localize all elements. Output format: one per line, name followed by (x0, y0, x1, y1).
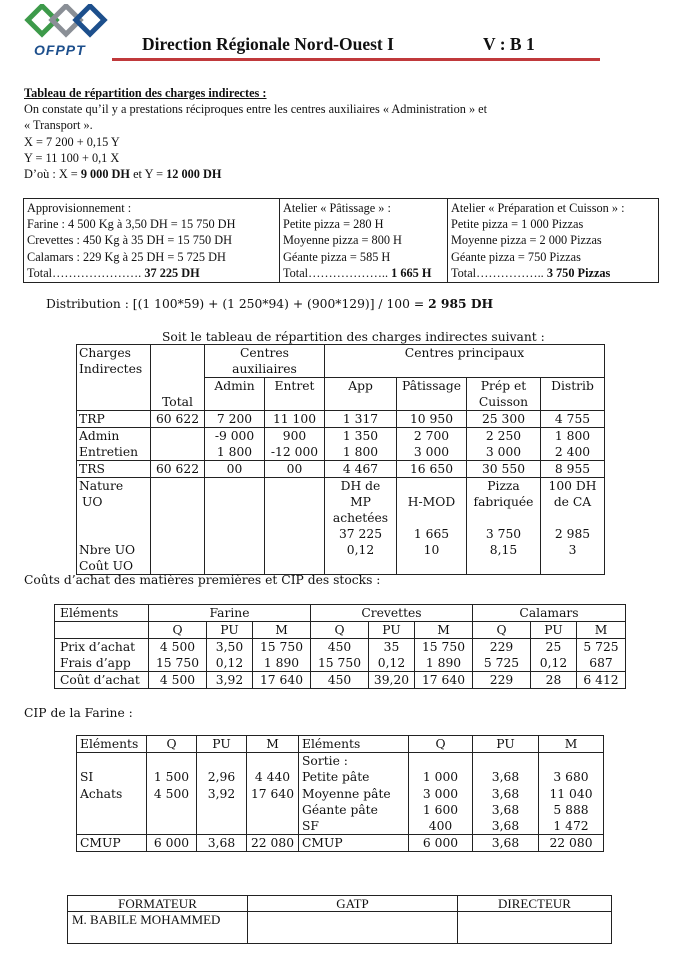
preparation-cell: Atelier « Préparation et Cuisson » : Petite pizza = 1 000 Pizzas Moyenne pizza = 2 000 Pizzas Géante pizza = 750 Pizzas Total…………….. 3 750 Pizzas (448, 199, 659, 283)
header-cell: Calamars (473, 605, 626, 622)
data-table-repartition (76, 344, 605, 575)
header-cell: Crevettes (311, 605, 473, 622)
directeur-header: DIRECTEUR (458, 896, 612, 912)
header-cell: Q (147, 736, 197, 753)
header-cell: PU (473, 736, 539, 753)
data-table-cip (76, 735, 604, 852)
formateur-header: FORMATEUR (68, 896, 248, 912)
header-cell: Total (151, 345, 205, 411)
header-cell: App (325, 378, 397, 411)
header-cell: Eléments (77, 736, 147, 753)
header-title: Direction Régionale Nord-Ouest I (142, 34, 394, 54)
table-row: SI Achats 1 500 4 500 2,96 3,92 4 440 17 640 Sortie : Petite pâte Moyenne pâte Géante pâte SF 1 000 3 000 1 600 400 3,68 3,68 3,68 3,68 3 680 11 040 5 888 1 472 (77, 753, 604, 835)
header-version: V : B 1 (483, 34, 535, 54)
table-row: Nature UO Nbre UO Coût UO DH de MP achetées 37 225 0,12 H-MOD 1 665 10 Pizza fabriquée 3 750 8,15 100 DH de CA 2 985 3 (77, 478, 605, 575)
data-table-info (23, 198, 659, 283)
header-cell: PU (197, 736, 247, 753)
equation-x: X = 7 200 + 0,15 Y (24, 134, 120, 149)
appro-cell: Approvisionnement : Farine : 4 500 Kg à 3,50 DH = 15 750 DH Crevettes : 450 Kg à 35 DH = 15 750 DH Calamars : 229 Kg à 25 DH = 5 725 DH Total…………………. 37 225 DH (24, 199, 280, 283)
header-cell: Eléments (299, 736, 409, 753)
logo-text: OFPPT (34, 42, 86, 58)
intro-block (24, 85, 664, 182)
header-cell: Q (409, 736, 473, 753)
table-row: CMUP 6 000 3,68 22 080 CMUP 6 000 3,68 22 080 (77, 835, 604, 852)
header-cell: Eléments (55, 605, 149, 622)
header-cell: Charges Indirectes (77, 345, 151, 411)
equation-result: D’où : X = 9 000 DH et Y = 12 000 DH (24, 167, 222, 182)
header-cell: M (539, 736, 604, 753)
header-cell: Distrib (541, 378, 605, 411)
cip-caption: CIP de la Farine : (24, 706, 133, 720)
table-row: Prix d’achat Frais d’app 4 500 15 750 3,50 0,12 15 750 1 890 450 15 750 35 0,12 15 750 1 890 229 5 725 25 0,12 5 725 687 (55, 639, 626, 672)
header-cell: Centres auxiliaires (205, 345, 325, 378)
header-cell: Entret (265, 378, 325, 411)
patissage-cell: Atelier « Pâtissage » : Petite pizza = 280 H Moyenne pizza = 800 H Géante pizza = 585 H Total……………….. 1 665 H (280, 199, 448, 283)
intro-line: « Transport ». (24, 118, 93, 133)
header-divider (112, 58, 600, 61)
header-cell: M (247, 736, 299, 753)
section-heading: Tableau de répartition des charges indirectes : (24, 86, 267, 100)
formateur-name: M. BABILE MOHAMMED (68, 912, 248, 944)
table-row: TRP 60 622 7 200 11 100 1 317 10 950 25 300 4 755 (77, 411, 605, 428)
intro-line: On constate qu’il y a prestations réciproques entre les centres auxiliaires « Administration » et (24, 102, 488, 117)
equation-y: Y = 11 100 + 0,1 X (24, 150, 120, 165)
header-cell: Centres principaux (325, 345, 605, 378)
header-cell: Pâtissage (397, 378, 467, 411)
repartition-caption: Soit le tableau de répartition des charges indirectes suivant : (162, 330, 545, 344)
distribution-formula: Distribution : [(1 100*59) + (1 250*94) + (900*129)] / 100 = 2 985 DH (46, 296, 494, 311)
header-cell: Prép et Cuisson (467, 378, 541, 411)
table-row: Admin Entretien -9 000 1 800 900 -12 000 1 350 1 800 2 700 3 000 2 250 3 000 1 800 2 400 (77, 428, 605, 461)
ofppt-logo (18, 4, 118, 60)
directeur-signature (458, 912, 612, 944)
couts-caption: Coûts d’achat des matières premières et CIP des stocks : (24, 573, 381, 587)
table-row: Coût d’achat 4 500 3,92 17 640 450 39,20 17 640 229 28 6 412 (55, 672, 626, 689)
header-cell: Farine (149, 605, 311, 622)
signature-table (67, 895, 612, 944)
header-cell: Admin (205, 378, 265, 411)
data-table-couts: Eléments Farine Crevettes Calamars Q PU M Q PU M Q PU M Prix d’achat Frais d’app 4 500 15 750 3,50 0,12 15 750 1 890 450 15 750 35 0,12 15 750 1 890 229 5 725 25 0,12 5 725 687 Coût d’achat 4 500 3,92 17 640 450 39,20 17 640 229 28 6 412 (54, 604, 626, 689)
gatp-signature (248, 912, 458, 944)
gatp-header: GATP (248, 896, 458, 912)
table-row: TRS 60 622 00 00 4 467 16 650 30 550 8 955 (77, 461, 605, 478)
logo-emblem-icon (18, 4, 118, 44)
